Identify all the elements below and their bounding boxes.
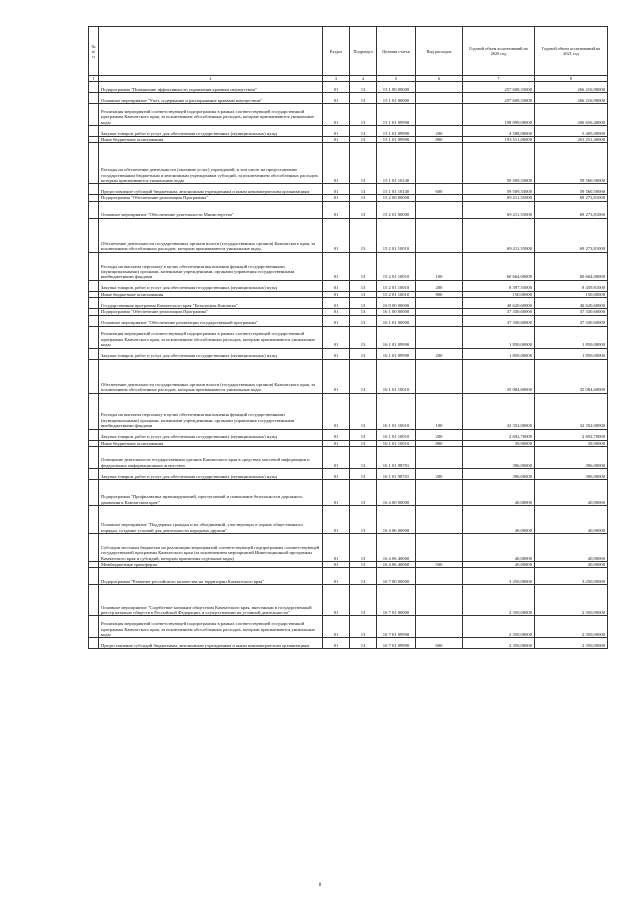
cell-name: Закупка товаров, работ и услуг для обеспечения государственных (муниципальных) нужд bbox=[99, 348, 323, 359]
cell-podrazdel: 13 bbox=[350, 393, 377, 429]
cell-vid: 200 bbox=[416, 469, 463, 480]
cell-name: Предоставление субсидий бюджетным, автономным учреждениям и иным некоммерческим организациям bbox=[99, 638, 323, 649]
cell-2021: 2 350,00000 bbox=[535, 638, 608, 649]
cell-razdel: 01 bbox=[323, 309, 350, 315]
cell-vid bbox=[416, 82, 463, 93]
cell-vid: 600 bbox=[416, 638, 463, 649]
cell-num bbox=[89, 104, 99, 126]
cell-article: 15 2 01 00000 bbox=[377, 201, 416, 218]
cell-razdel: 01 bbox=[323, 359, 350, 393]
cell-razdel: 01 bbox=[323, 429, 350, 440]
cell-num bbox=[89, 93, 99, 104]
table-row bbox=[89, 280, 608, 291]
cell-2021: 201 251,40000 bbox=[535, 137, 608, 143]
cell-vid: 200 bbox=[416, 126, 463, 137]
cell-vid bbox=[416, 298, 463, 309]
cell-2021: 150,00000 bbox=[535, 291, 608, 297]
colnum: 4 bbox=[350, 76, 377, 82]
cell-vid: 600 bbox=[416, 184, 463, 195]
cell-2020: 40,00000 bbox=[463, 534, 535, 562]
cell-2021: 3 250,00000 bbox=[535, 568, 608, 585]
cell-2021: 266 216,90000 bbox=[535, 93, 608, 104]
cell-2020: 8 397,55000 bbox=[463, 280, 535, 291]
cell-podrazdel: 13 bbox=[350, 184, 377, 195]
cell-2021: 37 330,60000 bbox=[535, 309, 608, 315]
cell-2020: 40,00000 bbox=[463, 562, 535, 568]
cell-podrazdel: 13 bbox=[350, 252, 377, 280]
cell-podrazdel: 13 bbox=[350, 298, 377, 309]
cell-podrazdel: 13 bbox=[350, 469, 377, 480]
cell-podrazdel: 13 bbox=[350, 616, 377, 638]
cell-num bbox=[89, 252, 99, 280]
header-2020: Годовой объем ассигнований на 2020 год bbox=[463, 27, 535, 76]
cell-num bbox=[89, 218, 99, 252]
cell-name: Расходы на выплаты персоналу в целях обеспечения выполнения функций государственными (муниципальными) органами, казенными учреждениями, органами управления государственными внебюджетными фондами bbox=[99, 393, 323, 429]
header-podrazdel: Подраздел bbox=[350, 27, 377, 76]
cell-article: 15 1 00 00000 bbox=[377, 82, 416, 93]
cell-razdel: 01 bbox=[323, 143, 350, 184]
table-row bbox=[89, 93, 608, 104]
cell-article: 16 7 00 00000 bbox=[377, 568, 416, 585]
cell-2020: 257 608,33000 bbox=[463, 82, 535, 93]
cell-vid bbox=[416, 143, 463, 184]
cell-vid bbox=[416, 104, 463, 126]
cell-name: Подпрограмма "Обеспечение реализации Программы" bbox=[99, 309, 323, 315]
cell-2020: 59 509,33000 bbox=[463, 184, 535, 195]
cell-num bbox=[89, 201, 99, 218]
cell-podrazdel: 13 bbox=[350, 280, 377, 291]
header-2021: Годовой объем ассигнований на 2021 год bbox=[535, 27, 608, 76]
cell-article: 15 2 01 10010 bbox=[377, 291, 416, 297]
cell-razdel: 01 bbox=[323, 326, 350, 348]
cell-name: Иные бюджетные ассигнования bbox=[99, 440, 323, 446]
table-row bbox=[89, 393, 608, 429]
cell-podrazdel: 13 bbox=[350, 291, 377, 297]
header-num: № п/п bbox=[89, 27, 99, 76]
cell-2020: 37 330,60000 bbox=[463, 309, 535, 315]
cell-2020: 39,90000 bbox=[463, 440, 535, 446]
cell-2021: 69 273,81000 bbox=[535, 201, 608, 218]
table-row bbox=[89, 82, 608, 93]
cell-2020: 2 350,00000 bbox=[463, 585, 535, 616]
cell-2020: 59 509,33000 bbox=[463, 143, 535, 184]
cell-article: 15 1 01 09990 bbox=[377, 137, 416, 143]
cell-2020: 2 692,70000 bbox=[463, 429, 535, 440]
cell-2021: 59 560,50000 bbox=[535, 143, 608, 184]
cell-2021: 1 850,00000 bbox=[535, 348, 608, 359]
cell-2021: 69 273,81000 bbox=[535, 218, 608, 252]
cell-podrazdel: 13 bbox=[350, 568, 377, 585]
table-row bbox=[89, 348, 608, 359]
cell-vid: 200 bbox=[416, 280, 463, 291]
cell-num bbox=[89, 585, 99, 616]
cell-name: Закупка товаров, работ и услуг для обеспечения государственных (муниципальных) нужд bbox=[99, 280, 323, 291]
cell-article: 16 1 01 10010 bbox=[377, 440, 416, 446]
cell-name: Реализация мероприятий соответствующей подпрограммы в рамках соответствующей государственной программы Камчатского края, за исключением обособленных расходов, которые присваиваются уникальные коды bbox=[99, 104, 323, 126]
cell-vid: 800 bbox=[416, 291, 463, 297]
cell-name: Расходы на обеспечение деятельности (оказание услуг) учреждений, в том числе на предоставление государственным бюджетным и автономным учреждениям субсидий, за исключением обособленных расходов, которым присваиваются уникальные коды bbox=[99, 143, 323, 184]
cell-podrazdel: 13 bbox=[350, 429, 377, 440]
cell-2020: 4 588,00000 bbox=[463, 126, 535, 137]
cell-2021: 2 350,00000 bbox=[535, 616, 608, 638]
cell-podrazdel: 13 bbox=[350, 218, 377, 252]
cell-vid bbox=[416, 359, 463, 393]
cell-podrazdel: 13 bbox=[350, 348, 377, 359]
cell-num bbox=[89, 393, 99, 429]
budget-table bbox=[88, 26, 608, 649]
cell-2020: 32 352,00000 bbox=[463, 393, 535, 429]
table-row bbox=[89, 315, 608, 326]
cell-2021: 1 850,00000 bbox=[535, 326, 608, 348]
cell-name: Расходы на выплаты персоналу в целях обеспечения выполнения функций государственными (муниципальными) органами, казенными учреждениями, органами управления государственными внебюджетными фондами bbox=[99, 252, 323, 280]
cell-2021: 32 352,00000 bbox=[535, 393, 608, 429]
cell-podrazdel: 13 bbox=[350, 104, 377, 126]
cell-podrazdel: 13 bbox=[350, 137, 377, 143]
colnum: 6 bbox=[416, 76, 463, 82]
cell-article: 16 4 00 00000 bbox=[377, 480, 416, 506]
cell-num bbox=[89, 280, 99, 291]
cell-name: Основное мероприятие "Учет, содержание и распоряжение краевым имуществом" bbox=[99, 93, 323, 104]
cell-num bbox=[89, 326, 99, 348]
cell-vid: 800 bbox=[416, 440, 463, 446]
cell-razdel: 01 bbox=[323, 280, 350, 291]
cell-vid: 200 bbox=[416, 429, 463, 440]
cell-2021: 60 664,00000 bbox=[535, 252, 608, 280]
cell-article: 16 4 06 00000 bbox=[377, 506, 416, 534]
cell-2020: 2 350,00000 bbox=[463, 638, 535, 649]
cell-article: 16 7 01 09990 bbox=[377, 638, 416, 649]
cell-vid: 200 bbox=[416, 348, 463, 359]
cell-2020: 193 511,00000 bbox=[463, 137, 535, 143]
cell-razdel: 01 bbox=[323, 616, 350, 638]
cell-vid bbox=[416, 480, 463, 506]
cell-article: 15 2 01 10010 bbox=[377, 280, 416, 291]
cell-article: 16 1 01 10010 bbox=[377, 393, 416, 429]
cell-razdel: 01 bbox=[323, 184, 350, 195]
cell-2020: 198 099,00000 bbox=[463, 104, 535, 126]
colnum: 3 bbox=[323, 76, 350, 82]
cell-name: Обеспечение деятельности государственных органов власти (государственных органов) Камчатского края, за исключением обособленных расходов, которым присваиваются уникальные коды. bbox=[99, 359, 323, 393]
cell-name: Реализация мероприятий соответствующей подпрограммы в рамках соответствующей государственной программы Камчатского края, за исключением обособленных расходов, которым присваиваются уникальные коды bbox=[99, 326, 323, 348]
cell-2021: 40,00000 bbox=[535, 506, 608, 534]
cell-name: Освещение деятельности государственных органов Камчатского края в средствах массовой информации и федеральных информационных агентствах bbox=[99, 447, 323, 469]
cell-razdel: 01 bbox=[323, 638, 350, 649]
cell-podrazdel: 13 bbox=[350, 359, 377, 393]
cell-name: Подпрограмма "Обеспечение реализации Программы" bbox=[99, 195, 323, 201]
cell-podrazdel: 13 bbox=[350, 201, 377, 218]
cell-2021: 2 350,00000 bbox=[535, 585, 608, 616]
cell-2020: 40,00000 bbox=[463, 480, 535, 506]
cell-podrazdel: 13 bbox=[350, 195, 377, 201]
cell-article: 16 4 06 40060 bbox=[377, 534, 416, 562]
cell-razdel: 01 bbox=[323, 104, 350, 126]
cell-vid bbox=[416, 326, 463, 348]
table-row bbox=[89, 568, 608, 585]
cell-razdel: 01 bbox=[323, 201, 350, 218]
cell-2021: 2 692,70000 bbox=[535, 429, 608, 440]
table-row bbox=[89, 218, 608, 252]
cell-article: 16 7 01 09990 bbox=[377, 616, 416, 638]
cell-num bbox=[89, 82, 99, 93]
header-vid: Вид расходов bbox=[416, 27, 463, 76]
cell-2021: 396,00000 bbox=[535, 469, 608, 480]
table-row bbox=[89, 447, 608, 469]
cell-razdel: 01 bbox=[323, 291, 350, 297]
cell-name: Основное мероприятие "Обеспечение реализации государственной программы" bbox=[99, 315, 323, 326]
cell-razdel: 01 bbox=[323, 137, 350, 143]
cell-razdel: 01 bbox=[323, 252, 350, 280]
cell-vid: 800 bbox=[416, 137, 463, 143]
cell-2020: 40,00000 bbox=[463, 506, 535, 534]
cell-2021: 59 560,50000 bbox=[535, 184, 608, 195]
cell-name: Обеспечение деятельности государственных органов власти (государственных органов) Камчатского края, за исключением обособленных расходов, которым присваиваются уникальные коды. bbox=[99, 218, 323, 252]
cell-razdel: 01 bbox=[323, 298, 350, 309]
cell-2021: 35 084,60000 bbox=[535, 359, 608, 393]
cell-article: 16 7 01 00000 bbox=[377, 585, 416, 616]
cell-podrazdel: 13 bbox=[350, 315, 377, 326]
cell-vid bbox=[416, 616, 463, 638]
cell-name: Закупка товаров, работ и услуг для обеспечения государственных (муниципальных) нужд bbox=[99, 126, 323, 137]
colnum: 2 bbox=[99, 76, 323, 82]
cell-name: Иные бюджетные ассигнования bbox=[99, 137, 323, 143]
cell-article: 16 1 01 09990 bbox=[377, 326, 416, 348]
cell-podrazdel: 13 bbox=[350, 143, 377, 184]
table-row bbox=[89, 469, 608, 480]
cell-name: Субсидии местным бюджетам на реализацию мероприятий соответствующей подпрограммы соответствующей государственной программы Камчатского края (за исключением мероприятий Инвестиционной программы Камчатского края и субсидий, которым присвоены отдельные коды) bbox=[99, 534, 323, 562]
cell-podrazdel: 13 bbox=[350, 638, 377, 649]
table-row bbox=[89, 534, 608, 562]
cell-2021: 5 405,00000 bbox=[535, 126, 608, 137]
cell-name: Закупка товаров, работ и услуг для обеспечения государственных (муниципальных) нужд bbox=[99, 429, 323, 440]
cell-article: 15 1 01 10140 bbox=[377, 184, 416, 195]
colnum: 1 bbox=[89, 76, 99, 82]
cell-razdel: 01 bbox=[323, 469, 350, 480]
cell-2020: 1 850,00000 bbox=[463, 326, 535, 348]
cell-razdel: 01 bbox=[323, 93, 350, 104]
cell-vid: 100 bbox=[416, 393, 463, 429]
cell-num bbox=[89, 480, 99, 506]
table-row bbox=[89, 429, 608, 440]
table-row bbox=[89, 184, 608, 195]
cell-2020: 3 250,00000 bbox=[463, 568, 535, 585]
cell-podrazdel: 13 bbox=[350, 93, 377, 104]
cell-podrazdel: 13 bbox=[350, 447, 377, 469]
header-article: Целевая статья bbox=[377, 27, 416, 76]
cell-2020: 69 211,55000 bbox=[463, 195, 535, 201]
cell-num bbox=[89, 568, 99, 585]
cell-razdel: 01 bbox=[323, 82, 350, 93]
cell-name: Межбюджетные трансферты bbox=[99, 562, 323, 568]
cell-vid bbox=[416, 447, 463, 469]
cell-razdel: 01 bbox=[323, 348, 350, 359]
table-row bbox=[89, 616, 608, 638]
cell-razdel: 01 bbox=[323, 562, 350, 568]
cell-razdel: 01 bbox=[323, 126, 350, 137]
header-razdel: Раздел bbox=[323, 27, 350, 76]
table-body bbox=[89, 82, 608, 649]
cell-name: Реализация мероприятий соответствующей подпрограммы в рамках соответствующей государственной программы Камчатского края, за исключением обособленных расходов, которым присваиваются уникальные коды bbox=[99, 616, 323, 638]
cell-name: Закупка товаров, работ и услуг для обеспечения государственных (муниципальных) нужд bbox=[99, 469, 323, 480]
cell-num bbox=[89, 469, 99, 480]
cell-2021: 206 656,40000 bbox=[535, 104, 608, 126]
cell-2020: 69 211,55000 bbox=[463, 201, 535, 218]
cell-2020: 40 620,60000 bbox=[463, 298, 535, 309]
cell-num bbox=[89, 429, 99, 440]
cell-vid bbox=[416, 93, 463, 104]
cell-name: Государственная программа Камчатского края "Безопасная Камчатка" bbox=[99, 298, 323, 309]
cell-name: Основное мероприятие "Поддержка граждан и их объединений, участвующих в охране общественного порядка, создание условий для деятельности народных дружин" bbox=[99, 506, 323, 534]
cell-article: 15 1 01 00000 bbox=[377, 93, 416, 104]
table-row bbox=[89, 126, 608, 137]
cell-num bbox=[89, 184, 99, 195]
cell-article: 15 1 01 10140 bbox=[377, 143, 416, 184]
cell-num bbox=[89, 638, 99, 649]
colnum: 5 bbox=[377, 76, 416, 82]
table-row bbox=[89, 201, 608, 218]
table-row bbox=[89, 359, 608, 393]
cell-2021: 396,00000 bbox=[535, 447, 608, 469]
cell-razdel: 01 bbox=[323, 315, 350, 326]
cell-podrazdel: 13 bbox=[350, 126, 377, 137]
cell-2020: 150,00000 bbox=[463, 291, 535, 297]
cell-article: 16 1 00 00000 bbox=[377, 309, 416, 315]
cell-vid: 100 bbox=[416, 252, 463, 280]
table-row bbox=[89, 638, 608, 649]
cell-vid bbox=[416, 506, 463, 534]
cell-podrazdel: 13 bbox=[350, 562, 377, 568]
cell-2020: 1 850,00000 bbox=[463, 348, 535, 359]
cell-vid bbox=[416, 534, 463, 562]
cell-podrazdel: 13 bbox=[350, 585, 377, 616]
cell-name: Основное мероприятие "Обеспечение деятельности Министерства" bbox=[99, 201, 323, 218]
cell-article: 15 2 01 10010 bbox=[377, 218, 416, 252]
cell-article: 16 1 01 10010 bbox=[377, 429, 416, 440]
cell-2021: 8 459,81000 bbox=[535, 280, 608, 291]
cell-2021: 37 330,60000 bbox=[535, 315, 608, 326]
cell-article: 16 4 06 40060 bbox=[377, 562, 416, 568]
cell-article: 16 1 01 09990 bbox=[377, 348, 416, 359]
cell-num bbox=[89, 298, 99, 309]
table-row bbox=[89, 298, 608, 309]
cell-podrazdel: 13 bbox=[350, 534, 377, 562]
cell-2021: 40,00000 bbox=[535, 534, 608, 562]
cell-name: Основное мероприятие "Содействие казачьим обществам Камчатского края, внесенным в государственный реестр казачьих обществ в Российской Федерации, в осуществлении их уставной деятельности" bbox=[99, 585, 323, 616]
colnum: 8 bbox=[535, 76, 608, 82]
cell-2020: 69 211,55000 bbox=[463, 218, 535, 252]
cell-podrazdel: 13 bbox=[350, 506, 377, 534]
budget-page bbox=[88, 26, 607, 649]
cell-article: 16 0 00 00000 bbox=[377, 298, 416, 309]
cell-article: 16 1 01 98701 bbox=[377, 469, 416, 480]
cell-razdel: 01 bbox=[323, 585, 350, 616]
table-row bbox=[89, 480, 608, 506]
table-row bbox=[89, 104, 608, 126]
cell-podrazdel: 13 bbox=[350, 480, 377, 506]
cell-vid bbox=[416, 201, 463, 218]
table-row bbox=[89, 326, 608, 348]
cell-2021: 40 620,60000 bbox=[535, 298, 608, 309]
table-header-row bbox=[89, 27, 608, 76]
cell-name: Подпрограмма "Профилактика правонарушений, преступлений и повышение безопасности дорожного движения в Камчатском крае" bbox=[99, 480, 323, 506]
cell-razdel: 01 bbox=[323, 393, 350, 429]
cell-num bbox=[89, 359, 99, 393]
cell-num bbox=[89, 447, 99, 469]
table-row bbox=[89, 252, 608, 280]
cell-podrazdel: 13 bbox=[350, 326, 377, 348]
header-name bbox=[99, 27, 323, 76]
cell-article: 15 2 00 00000 bbox=[377, 195, 416, 201]
cell-num bbox=[89, 506, 99, 534]
cell-num bbox=[89, 143, 99, 184]
table-row bbox=[89, 143, 608, 184]
cell-2021: 40,00000 bbox=[535, 562, 608, 568]
cell-razdel: 01 bbox=[323, 447, 350, 469]
cell-vid bbox=[416, 568, 463, 585]
colnum: 7 bbox=[463, 76, 535, 82]
cell-podrazdel: 13 bbox=[350, 440, 377, 446]
cell-article: 16 1 01 98701 bbox=[377, 447, 416, 469]
cell-name: Подпрограмма "Повышение эффективности управления краевым имуществом" bbox=[99, 82, 323, 93]
cell-2020: 2 350,00000 bbox=[463, 616, 535, 638]
cell-2020: 37 330,60000 bbox=[463, 315, 535, 326]
cell-num bbox=[89, 534, 99, 562]
cell-2021: 39,90000 bbox=[535, 440, 608, 446]
cell-razdel: 01 bbox=[323, 218, 350, 252]
cell-2021: 40,00000 bbox=[535, 480, 608, 506]
cell-2020: 35 084,60000 bbox=[463, 359, 535, 393]
table-row bbox=[89, 506, 608, 534]
cell-2020: 60 664,00000 bbox=[463, 252, 535, 280]
cell-num bbox=[89, 315, 99, 326]
cell-article: 15 1 01 09990 bbox=[377, 126, 416, 137]
cell-vid: 500 bbox=[416, 562, 463, 568]
table-row bbox=[89, 585, 608, 616]
cell-article: 15 2 01 10010 bbox=[377, 252, 416, 280]
cell-article: 16 1 01 00000 bbox=[377, 315, 416, 326]
cell-2020: 396,00000 bbox=[463, 447, 535, 469]
cell-2020: 257 608,33000 bbox=[463, 93, 535, 104]
cell-name: Подпрограмма "Развитие российского казачества на территории Камчатского края" bbox=[99, 568, 323, 585]
cell-name: Иные бюджетные ассигнования bbox=[99, 291, 323, 297]
cell-num bbox=[89, 348, 99, 359]
cell-num bbox=[89, 126, 99, 137]
cell-razdel: 01 bbox=[323, 195, 350, 201]
cell-article: 15 1 01 09990 bbox=[377, 104, 416, 126]
cell-podrazdel: 13 bbox=[350, 309, 377, 315]
cell-razdel: 01 bbox=[323, 480, 350, 506]
cell-2020: 396,00000 bbox=[463, 469, 535, 480]
cell-razdel: 01 bbox=[323, 440, 350, 446]
cell-vid bbox=[416, 218, 463, 252]
cell-razdel: 01 bbox=[323, 534, 350, 562]
cell-2021: 69 273,81000 bbox=[535, 195, 608, 201]
cell-razdel: 01 bbox=[323, 568, 350, 585]
cell-name: Предоставление субсидий бюджетным, автономным учреждениям и иным некоммерческим организациям bbox=[99, 184, 323, 195]
page-number: 8 bbox=[318, 883, 322, 888]
cell-2021: 266 216,90000 bbox=[535, 82, 608, 93]
cell-razdel: 01 bbox=[323, 506, 350, 534]
cell-podrazdel: 13 bbox=[350, 82, 377, 93]
cell-article: 16 1 01 10010 bbox=[377, 359, 416, 393]
cell-vid bbox=[416, 585, 463, 616]
cell-num bbox=[89, 616, 99, 638]
cell-vid bbox=[416, 315, 463, 326]
